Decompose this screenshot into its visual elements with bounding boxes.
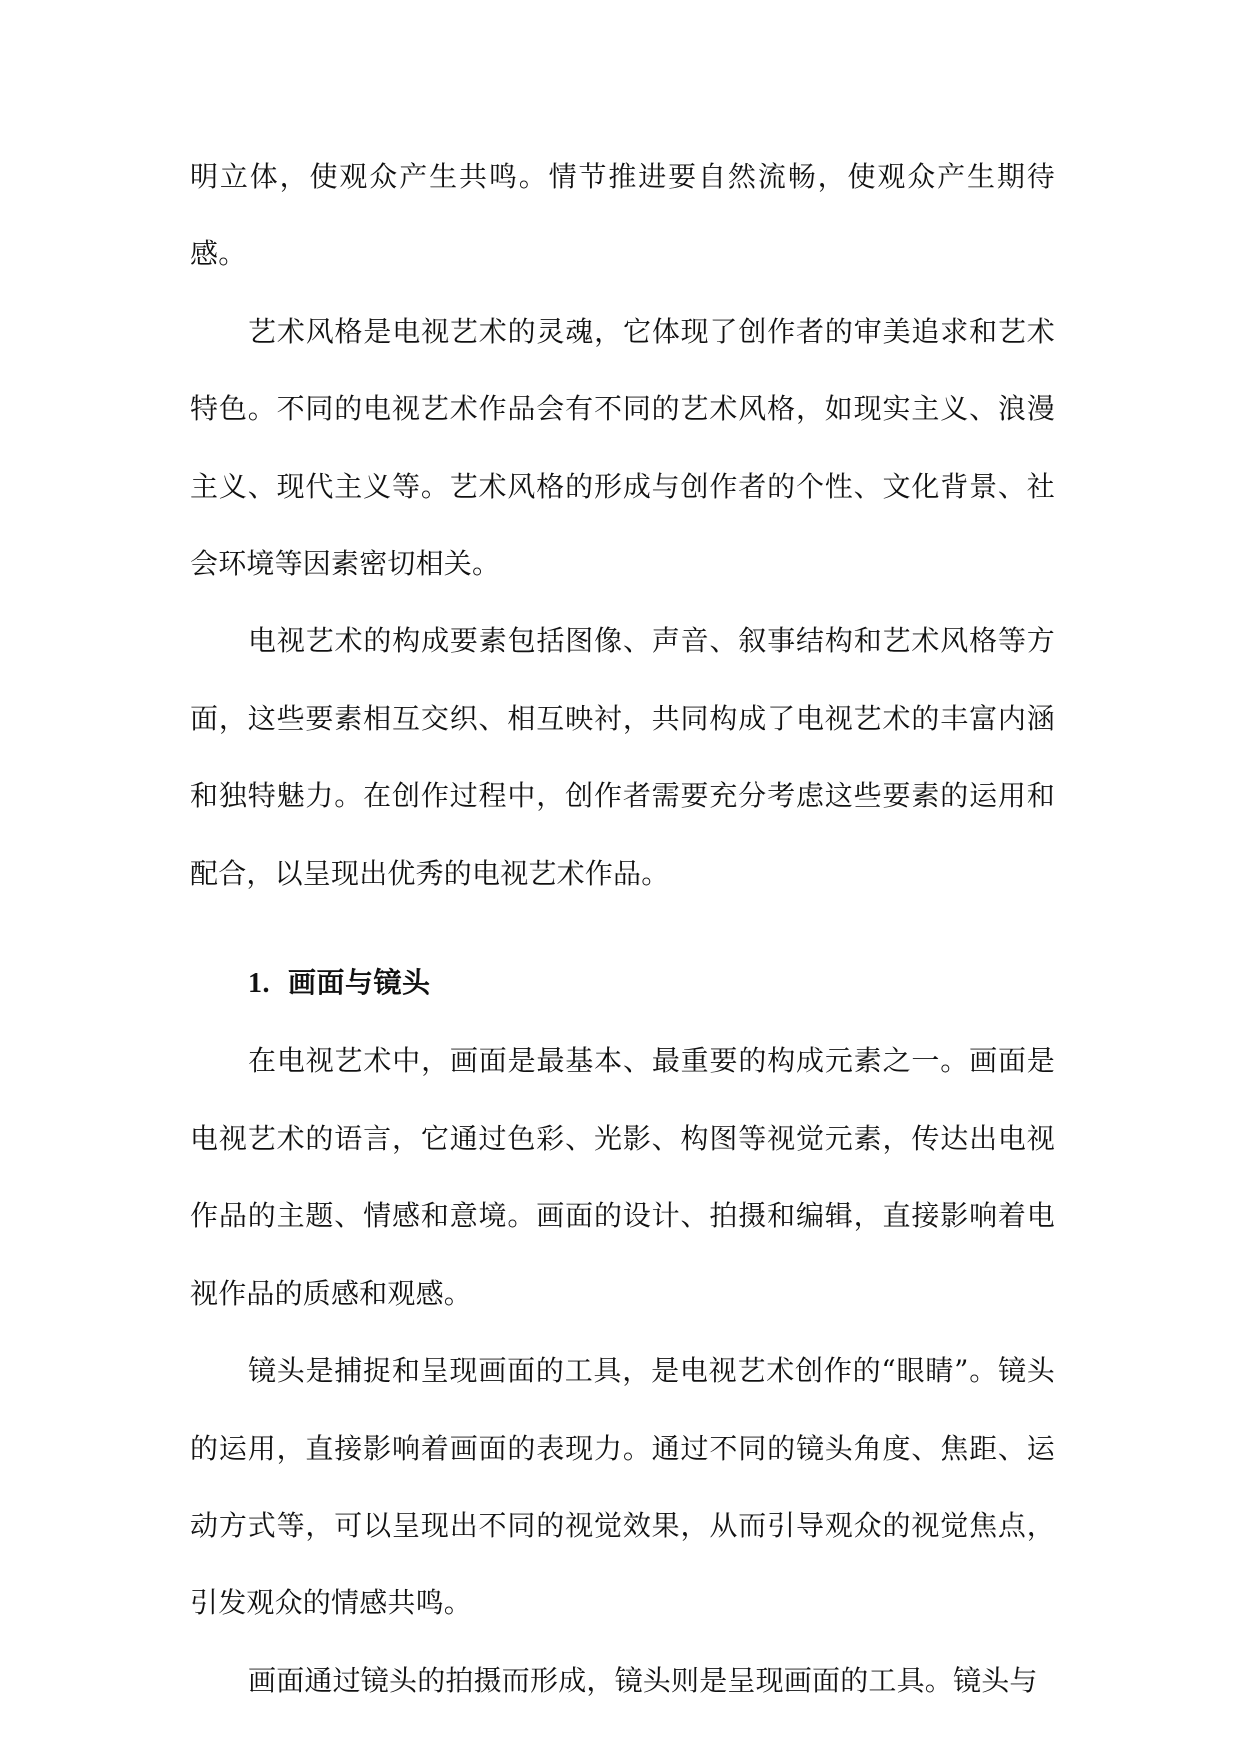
section-title: 画面与镜头 [288,966,431,1000]
paragraph-continued: 明立体，使观众产生共鸣。情节推进要自然流畅，使观众产生期待感。 [190,160,1055,271]
section-number: 1. [248,968,270,1000]
paragraph-lens: 镜头是捕捉和呈现画面的工具，是电视艺术创作的“眼睛”。镜头的运用，直接影响着画面的表现力。通过不同的镜头角度、焦距、运动方式等，可以呈现出不同的视觉效果，从而引导观众的视觉焦点，引发观众的情感共鸣。 [190,1354,1055,1620]
section-heading [190,944,1055,1022]
paragraph-picture-and-lens: 画面通过镜头的拍摄而形成，镜头则是呈现画面的工具。镜头与 [248,1663,1038,1697]
paragraph-picture: 在电视艺术中，画面是最基本、最重要的构成元素之一。画面是电视艺术的语言，它通过色彩、光影、构图等视觉元素，传达出电视作品的主题、情感和意境。画面的设计、拍摄和编辑，直接影响着电视作品的质感和观感。 [190,1044,1055,1310]
document-body [190,138,1055,1719]
paragraph-art-style: 艺术风格是电视艺术的灵魂，它体现了创作者的审美追求和艺术特色。不同的电视艺术作品会有不同的艺术风格，如现实主义、浪漫主义、现代主义等。艺术风格的形成与创作者的个性、文化背景、社会环境等因素密切相关。 [190,314,1055,581]
paragraph-elements-summary: 电视艺术的构成要素包括图像、声音、叙事结构和艺术风格等方面，这些要素相互交织、相互映衬，共同构成了电视艺术的丰富内涵和独特魅力。在创作过程中，创作者需要充分考虑这些要素的运用和配合，以呈现出优秀的电视艺术作品。 [190,624,1055,890]
